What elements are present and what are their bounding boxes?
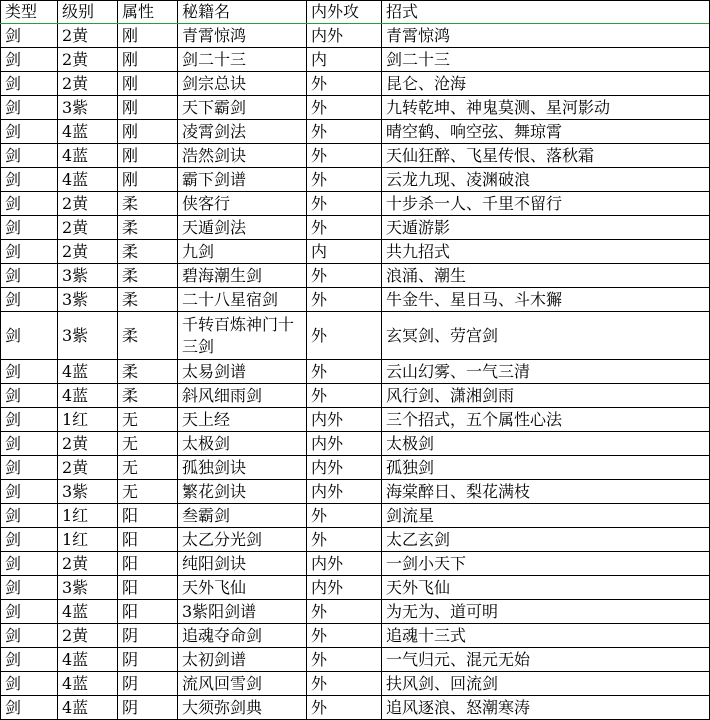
cell-level[interactable]: 4蓝 bbox=[58, 672, 118, 696]
table-row bbox=[1, 312, 710, 360]
cell-level[interactable]: 2黄 bbox=[58, 552, 118, 576]
table-row bbox=[1, 576, 710, 600]
header-cell-moves[interactable]: 招式 bbox=[382, 1, 710, 24]
table-row bbox=[1, 672, 710, 696]
cell-type[interactable]: 剑 bbox=[1, 144, 58, 168]
cell-manual-name[interactable]: 大须弥剑典 bbox=[178, 696, 307, 720]
cell-manual-name[interactable]: 太乙分光剑 bbox=[178, 528, 307, 552]
cell-attribute[interactable]: 柔 bbox=[118, 312, 178, 360]
cell-manual-name[interactable]: 天外飞仙 bbox=[178, 576, 307, 600]
table-row bbox=[1, 264, 710, 288]
header-cell-manual-name[interactable]: 秘籍名 bbox=[178, 1, 307, 24]
cell-type[interactable]: 剑 bbox=[1, 192, 58, 216]
cell-level[interactable]: 2黄 bbox=[58, 216, 118, 240]
table-row bbox=[1, 360, 710, 384]
cell-moves[interactable]: 孤独剑 bbox=[382, 456, 710, 480]
cell-attribute[interactable]: 刚 bbox=[118, 144, 178, 168]
table-row bbox=[1, 648, 710, 672]
cell-type[interactable]: 剑 bbox=[1, 312, 58, 360]
cell-manual-name[interactable]: 二十八星宿剑 bbox=[178, 288, 307, 312]
cell-attribute[interactable]: 柔 bbox=[118, 240, 178, 264]
cell-attribute[interactable]: 刚 bbox=[118, 48, 178, 72]
cell-manual-name[interactable]: 天下霸剑 bbox=[178, 96, 307, 120]
cell-attack-type[interactable]: 外 bbox=[307, 192, 382, 216]
cell-type[interactable]: 剑 bbox=[1, 480, 58, 504]
cell-manual-name[interactable]: 繁花剑诀 bbox=[178, 480, 307, 504]
cell-attribute[interactable]: 阴 bbox=[118, 648, 178, 672]
cell-moves[interactable]: 共九招式 bbox=[382, 240, 710, 264]
cell-manual-name[interactable]: 太初剑谱 bbox=[178, 648, 307, 672]
table-row bbox=[1, 24, 710, 48]
table-row bbox=[1, 240, 710, 264]
cell-attribute[interactable]: 阴 bbox=[118, 672, 178, 696]
cell-attack-type[interactable]: 外 bbox=[307, 168, 382, 192]
cell-attribute[interactable]: 刚 bbox=[118, 96, 178, 120]
cell-level[interactable]: 2黄 bbox=[58, 72, 118, 96]
cell-type[interactable]: 剑 bbox=[1, 600, 58, 624]
cell-moves[interactable]: 一剑小天下 bbox=[382, 552, 710, 576]
table-row bbox=[1, 72, 710, 96]
cell-type[interactable]: 剑 bbox=[1, 24, 58, 48]
cell-attack-type[interactable]: 内外 bbox=[307, 552, 382, 576]
table-row bbox=[1, 192, 710, 216]
cell-manual-name[interactable]: 碧海潮生剑 bbox=[178, 264, 307, 288]
table-row bbox=[1, 504, 710, 528]
cell-manual-name[interactable]: 叁霸剑 bbox=[178, 504, 307, 528]
cell-level[interactable]: 3紫 bbox=[58, 480, 118, 504]
cell-moves[interactable]: 昆仑、沧海 bbox=[382, 72, 710, 96]
cell-attribute[interactable]: 刚 bbox=[118, 24, 178, 48]
cell-manual-name[interactable]: 凌霄剑法 bbox=[178, 120, 307, 144]
cell-attack-type[interactable]: 内外 bbox=[307, 576, 382, 600]
cell-manual-name[interactable]: 3紫阳剑谱 bbox=[178, 600, 307, 624]
cell-attack-type[interactable]: 内外 bbox=[307, 24, 382, 48]
cell-level[interactable]: 3紫 bbox=[58, 96, 118, 120]
cell-attack-type[interactable]: 外 bbox=[307, 312, 382, 360]
cell-moves[interactable]: 太乙玄剑 bbox=[382, 528, 710, 552]
cell-moves[interactable]: 风行剑、潇湘剑雨 bbox=[382, 384, 710, 408]
cell-attribute[interactable]: 刚 bbox=[118, 168, 178, 192]
cell-type[interactable]: 剑 bbox=[1, 72, 58, 96]
cell-type[interactable]: 剑 bbox=[1, 120, 58, 144]
cell-moves[interactable]: 剑流星 bbox=[382, 504, 710, 528]
cell-level[interactable]: 2黄 bbox=[58, 456, 118, 480]
cell-manual-name[interactable]: 侠客行 bbox=[178, 192, 307, 216]
cell-type[interactable]: 剑 bbox=[1, 240, 58, 264]
cell-attack-type[interactable]: 内外 bbox=[307, 480, 382, 504]
cell-attack-type[interactable]: 外 bbox=[307, 384, 382, 408]
table-row bbox=[1, 96, 710, 120]
cell-attack-type[interactable]: 外 bbox=[307, 96, 382, 120]
table-row bbox=[1, 528, 710, 552]
cell-level[interactable]: 4蓝 bbox=[58, 360, 118, 384]
cell-attack-type[interactable]: 内外 bbox=[307, 432, 382, 456]
cell-moves[interactable]: 天外飞仙 bbox=[382, 576, 710, 600]
cell-type[interactable]: 剑 bbox=[1, 624, 58, 648]
cell-manual-name[interactable]: 九剑 bbox=[178, 240, 307, 264]
cell-manual-name[interactable]: 剑宗总诀 bbox=[178, 72, 307, 96]
cell-manual-name[interactable]: 天遁剑法 bbox=[178, 216, 307, 240]
cell-type[interactable]: 剑 bbox=[1, 48, 58, 72]
cell-attack-type[interactable]: 外 bbox=[307, 216, 382, 240]
header-cell-type[interactable]: 类型 bbox=[1, 1, 58, 24]
table-row bbox=[1, 600, 710, 624]
table-row bbox=[1, 120, 710, 144]
cell-moves[interactable]: 十步杀一人、千里不留行 bbox=[382, 192, 710, 216]
cell-level[interactable]: 4蓝 bbox=[58, 168, 118, 192]
cell-manual-name[interactable]: 流风回雪剑 bbox=[178, 672, 307, 696]
cell-attribute[interactable]: 柔 bbox=[118, 216, 178, 240]
cell-type[interactable]: 剑 bbox=[1, 696, 58, 720]
table-row bbox=[1, 144, 710, 168]
table-row bbox=[1, 624, 710, 648]
cell-attribute[interactable]: 无 bbox=[118, 408, 178, 432]
cell-type[interactable]: 剑 bbox=[1, 288, 58, 312]
cell-manual-name[interactable]: 天上经 bbox=[178, 408, 307, 432]
cell-attribute[interactable]: 刚 bbox=[118, 120, 178, 144]
cell-attack-type[interactable]: 内外 bbox=[307, 408, 382, 432]
table-row bbox=[1, 384, 710, 408]
cell-moves[interactable]: 三个招式，五个属性心法 bbox=[382, 408, 710, 432]
cell-attack-type[interactable]: 外 bbox=[307, 72, 382, 96]
cell-attribute[interactable]: 阴 bbox=[118, 696, 178, 720]
cell-level[interactable]: 2黄 bbox=[58, 48, 118, 72]
cell-attribute[interactable]: 无 bbox=[118, 456, 178, 480]
cell-attack-type[interactable]: 外 bbox=[307, 144, 382, 168]
cell-moves[interactable]: 云龙九现、凌渊破浪 bbox=[382, 168, 710, 192]
cell-type[interactable]: 剑 bbox=[1, 552, 58, 576]
cell-moves[interactable]: 云山幻雾、一气三清 bbox=[382, 360, 710, 384]
cell-level[interactable]: 1红 bbox=[58, 408, 118, 432]
cell-level[interactable]: 2黄 bbox=[58, 624, 118, 648]
cell-attribute[interactable]: 刚 bbox=[118, 72, 178, 96]
cell-level[interactable]: 4蓝 bbox=[58, 600, 118, 624]
cell-attribute[interactable]: 阳 bbox=[118, 600, 178, 624]
table-row bbox=[1, 216, 710, 240]
cell-moves[interactable]: 海棠醉日、梨花满枝 bbox=[382, 480, 710, 504]
cell-type[interactable]: 剑 bbox=[1, 264, 58, 288]
table-row bbox=[1, 552, 710, 576]
cell-attack-type[interactable]: 内 bbox=[307, 240, 382, 264]
cell-moves[interactable]: 太极剑 bbox=[382, 432, 710, 456]
table-row bbox=[1, 456, 710, 480]
cell-attribute[interactable]: 无 bbox=[118, 432, 178, 456]
cell-manual-name[interactable]: 青霄惊鸿 bbox=[178, 24, 307, 48]
cell-attack-type[interactable]: 外 bbox=[307, 624, 382, 648]
cell-attack-type[interactable]: 外 bbox=[307, 264, 382, 288]
cell-moves[interactable]: 青霄惊鸿 bbox=[382, 24, 710, 48]
cell-manual-name[interactable]: 浩然剑诀 bbox=[178, 144, 307, 168]
cell-attribute[interactable]: 柔 bbox=[118, 192, 178, 216]
cell-type[interactable]: 剑 bbox=[1, 648, 58, 672]
cell-type[interactable]: 剑 bbox=[1, 384, 58, 408]
cell-level[interactable]: 1红 bbox=[58, 504, 118, 528]
cell-attribute[interactable]: 阳 bbox=[118, 576, 178, 600]
cell-moves[interactable]: 天遁游影 bbox=[382, 216, 710, 240]
cell-moves[interactable]: 追魂十三式 bbox=[382, 624, 710, 648]
cell-manual-name[interactable]: 斜风细雨剑 bbox=[178, 384, 307, 408]
cell-manual-name[interactable]: 孤独剑诀 bbox=[178, 456, 307, 480]
table-row bbox=[1, 696, 710, 720]
table-row bbox=[1, 48, 710, 72]
cell-level[interactable]: 1红 bbox=[58, 528, 118, 552]
cell-level[interactable]: 2黄 bbox=[58, 240, 118, 264]
cell-type[interactable]: 剑 bbox=[1, 408, 58, 432]
cell-attack-type[interactable]: 外 bbox=[307, 528, 382, 552]
header-cell-attack-type[interactable]: 内外攻 bbox=[307, 1, 382, 24]
cell-moves[interactable]: 九转乾坤、神鬼莫测、星河影动 bbox=[382, 96, 710, 120]
cell-moves[interactable]: 天仙狂醉、飞星传恨、落秋霜 bbox=[382, 144, 710, 168]
cell-attribute[interactable]: 柔 bbox=[118, 384, 178, 408]
cell-moves[interactable]: 牛金牛、星日马、斗木獬 bbox=[382, 288, 710, 312]
cell-attribute[interactable]: 柔 bbox=[118, 288, 178, 312]
cell-type[interactable]: 剑 bbox=[1, 360, 58, 384]
cell-attack-type[interactable]: 外 bbox=[307, 360, 382, 384]
cell-level[interactable]: 4蓝 bbox=[58, 648, 118, 672]
cell-moves[interactable]: 晴空鹤、响空弦、舞琼霄 bbox=[382, 120, 710, 144]
cell-attack-type[interactable]: 外 bbox=[307, 696, 382, 720]
cell-type[interactable]: 剑 bbox=[1, 576, 58, 600]
cell-type[interactable]: 剑 bbox=[1, 528, 58, 552]
cell-attribute[interactable]: 柔 bbox=[118, 264, 178, 288]
cell-attribute[interactable]: 无 bbox=[118, 480, 178, 504]
cell-attack-type[interactable]: 外 bbox=[307, 288, 382, 312]
table-row bbox=[1, 168, 710, 192]
cell-manual-name[interactable]: 霸下剑谱 bbox=[178, 168, 307, 192]
cell-type[interactable]: 剑 bbox=[1, 96, 58, 120]
cell-moves[interactable]: 浪涌、潮生 bbox=[382, 264, 710, 288]
cell-moves[interactable]: 玄冥剑、劳宫剑 bbox=[382, 312, 710, 360]
cell-attack-type[interactable]: 内 bbox=[307, 48, 382, 72]
cell-attack-type[interactable]: 外 bbox=[307, 504, 382, 528]
header-cell-level[interactable]: 级别 bbox=[58, 1, 118, 24]
cell-manual-name[interactable]: 千转百炼神门十三剑 bbox=[178, 312, 307, 360]
cell-level[interactable]: 3紫 bbox=[58, 576, 118, 600]
cell-level[interactable]: 3紫 bbox=[58, 288, 118, 312]
cell-manual-name[interactable]: 纯阳剑诀 bbox=[178, 552, 307, 576]
cell-moves[interactable]: 扶风剑、回流剑 bbox=[382, 672, 710, 696]
table-row bbox=[1, 432, 710, 456]
cell-level[interactable]: 3紫 bbox=[58, 264, 118, 288]
cell-manual-name[interactable]: 追魂夺命剑 bbox=[178, 624, 307, 648]
cell-level[interactable]: 4蓝 bbox=[58, 696, 118, 720]
table-row bbox=[1, 408, 710, 432]
cell-level[interactable]: 3紫 bbox=[58, 312, 118, 360]
cell-level[interactable]: 4蓝 bbox=[58, 120, 118, 144]
cell-level[interactable]: 2黄 bbox=[58, 432, 118, 456]
cell-attack-type[interactable]: 外 bbox=[307, 120, 382, 144]
cell-attribute[interactable]: 阴 bbox=[118, 624, 178, 648]
cell-moves[interactable]: 追风逐浪、怒潮寒涛 bbox=[382, 696, 710, 720]
cell-manual-name[interactable]: 太易剑谱 bbox=[178, 360, 307, 384]
cell-level[interactable]: 4蓝 bbox=[58, 144, 118, 168]
cell-attribute[interactable]: 柔 bbox=[118, 360, 178, 384]
cell-level[interactable]: 2黄 bbox=[58, 192, 118, 216]
cell-type[interactable]: 剑 bbox=[1, 168, 58, 192]
cell-type[interactable]: 剑 bbox=[1, 432, 58, 456]
table-row bbox=[1, 288, 710, 312]
table-row bbox=[1, 480, 710, 504]
cell-type[interactable]: 剑 bbox=[1, 672, 58, 696]
cell-attribute[interactable]: 阳 bbox=[118, 528, 178, 552]
cell-moves[interactable]: 一气归元、混元无始 bbox=[382, 648, 710, 672]
cell-moves[interactable]: 为无为、道可明 bbox=[382, 600, 710, 624]
cell-type[interactable]: 剑 bbox=[1, 216, 58, 240]
cell-attack-type[interactable]: 外 bbox=[307, 648, 382, 672]
cell-level[interactable]: 4蓝 bbox=[58, 384, 118, 408]
header-cell-attribute[interactable]: 属性 bbox=[118, 1, 178, 24]
cell-attack-type[interactable]: 外 bbox=[307, 672, 382, 696]
cell-manual-name[interactable]: 太极剑 bbox=[178, 432, 307, 456]
cell-level[interactable]: 2黄 bbox=[58, 24, 118, 48]
cell-type[interactable]: 剑 bbox=[1, 456, 58, 480]
header-divider-line bbox=[0, 23, 709, 24]
cell-attribute[interactable]: 阳 bbox=[118, 552, 178, 576]
cell-attack-type[interactable]: 外 bbox=[307, 600, 382, 624]
cell-attribute[interactable]: 阳 bbox=[118, 504, 178, 528]
cell-moves[interactable]: 剑二十三 bbox=[382, 48, 710, 72]
header-row bbox=[1, 1, 710, 24]
cell-type[interactable]: 剑 bbox=[1, 504, 58, 528]
cell-manual-name[interactable]: 剑二十三 bbox=[178, 48, 307, 72]
cell-attack-type[interactable]: 内外 bbox=[307, 456, 382, 480]
